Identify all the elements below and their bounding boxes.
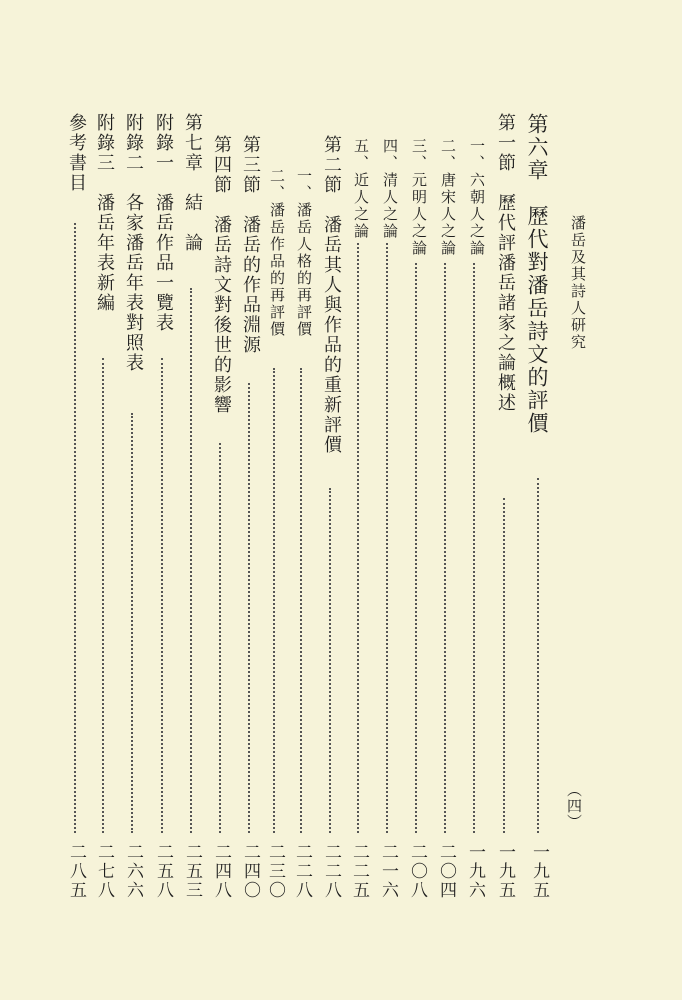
toc-entry-page: 二〇四: [436, 843, 456, 900]
running-header-title: 潘岳及其詩人研究: [569, 215, 587, 351]
toc-entry-page: 一九五: [529, 843, 549, 900]
leader-dots: [161, 358, 165, 833]
leader-dots: [190, 288, 194, 833]
toc-entry-title: 第三節 潘岳的作品淵源: [240, 135, 261, 355]
toc-entry-page: 二五三: [182, 843, 202, 900]
toc-entry-page: 二四八: [211, 843, 231, 900]
toc-entry: [462, 113, 488, 913]
toc-entry-title: 參考書目: [66, 113, 87, 193]
toc-entry-page: 二〇八: [407, 843, 427, 900]
toc-entry-title: 三、元明人之論: [410, 138, 428, 257]
toc-entry: [375, 113, 401, 913]
toc-entry-page: 二四〇: [240, 843, 260, 900]
leader-dots: [444, 263, 448, 833]
toc-entry-page: 二六六: [123, 843, 143, 900]
page-number: （四）: [565, 782, 583, 830]
toc-entry-title: 第四節 潘岳詩文對後世的影響: [211, 135, 232, 415]
toc-entry-page: 二二五: [349, 843, 369, 900]
toc-entry-title: 二、潘岳作品的再評價: [268, 168, 286, 338]
leader-dots: [537, 478, 541, 833]
toc-entry-page: 一九五: [495, 843, 515, 900]
leader-dots: [415, 263, 419, 833]
toc-entry-title: 五、近人之論: [352, 138, 370, 240]
toc-entry: [318, 113, 344, 913]
toc-entry: [289, 113, 315, 913]
toc-entry: [492, 113, 518, 913]
toc-entry: [120, 113, 146, 913]
toc-entry-page: 二七八: [94, 843, 114, 900]
toc-entry-title: 附錄一 潘岳作品一覽表: [153, 113, 174, 333]
toc-entry-title: 四、清人之論: [381, 138, 399, 240]
toc-entry-title: 一、六朝人之論: [468, 138, 486, 257]
leader-dots: [300, 368, 304, 833]
toc-entry: [262, 113, 288, 913]
leader-dots: [473, 263, 477, 833]
leader-dots: [74, 223, 78, 833]
toc-entry: [208, 113, 234, 913]
toc-entry-page: 二五八: [153, 843, 173, 900]
leader-dots: [219, 443, 223, 833]
toc-entry-title: 附錄三 潘岳年表新編: [94, 113, 115, 313]
leader-dots: [131, 413, 135, 833]
toc-entry-page: 二一六: [378, 843, 398, 900]
toc-entry-title: 二、唐宋人之論: [439, 138, 457, 257]
toc-entry-title: 附錄二 各家潘岳年表對照表: [123, 113, 144, 373]
toc-entry: [433, 113, 459, 913]
leader-dots: [386, 243, 390, 833]
toc-entry: [150, 113, 176, 913]
leader-dots: [503, 498, 507, 833]
leader-dots: [248, 383, 252, 833]
toc-entry-title: 第二節 潘岳其人與作品的重新評價: [321, 135, 342, 455]
leader-dots: [273, 368, 277, 833]
toc-entry: [91, 113, 117, 913]
toc-entry: [179, 113, 205, 913]
leader-dots: [102, 358, 106, 833]
toc-entry: [237, 113, 263, 913]
toc-entry-page: 二二八: [321, 843, 341, 900]
toc-entry-title: 第六章 歷代對潘岳詩文的評價: [525, 113, 549, 435]
toc-entry: [404, 113, 430, 913]
toc-entry-page: 二二八: [292, 843, 312, 900]
toc-entry-title: 第七章 結 論: [182, 113, 203, 253]
leader-dots: [329, 488, 333, 833]
toc-entry-page: 二三〇: [265, 843, 285, 900]
toc-entry-page: 二八五: [66, 843, 86, 900]
toc-entry-page: 一九六: [465, 843, 485, 900]
leader-dots: [357, 243, 361, 833]
toc-entry-title: 第一節 歷代評潘岳諸家之論概述: [495, 113, 516, 413]
toc-entry: [346, 113, 372, 913]
toc-entry: [63, 113, 89, 913]
toc-entry: [526, 113, 552, 913]
toc-entry-title: 一、潘岳人格的再評價: [295, 168, 313, 338]
